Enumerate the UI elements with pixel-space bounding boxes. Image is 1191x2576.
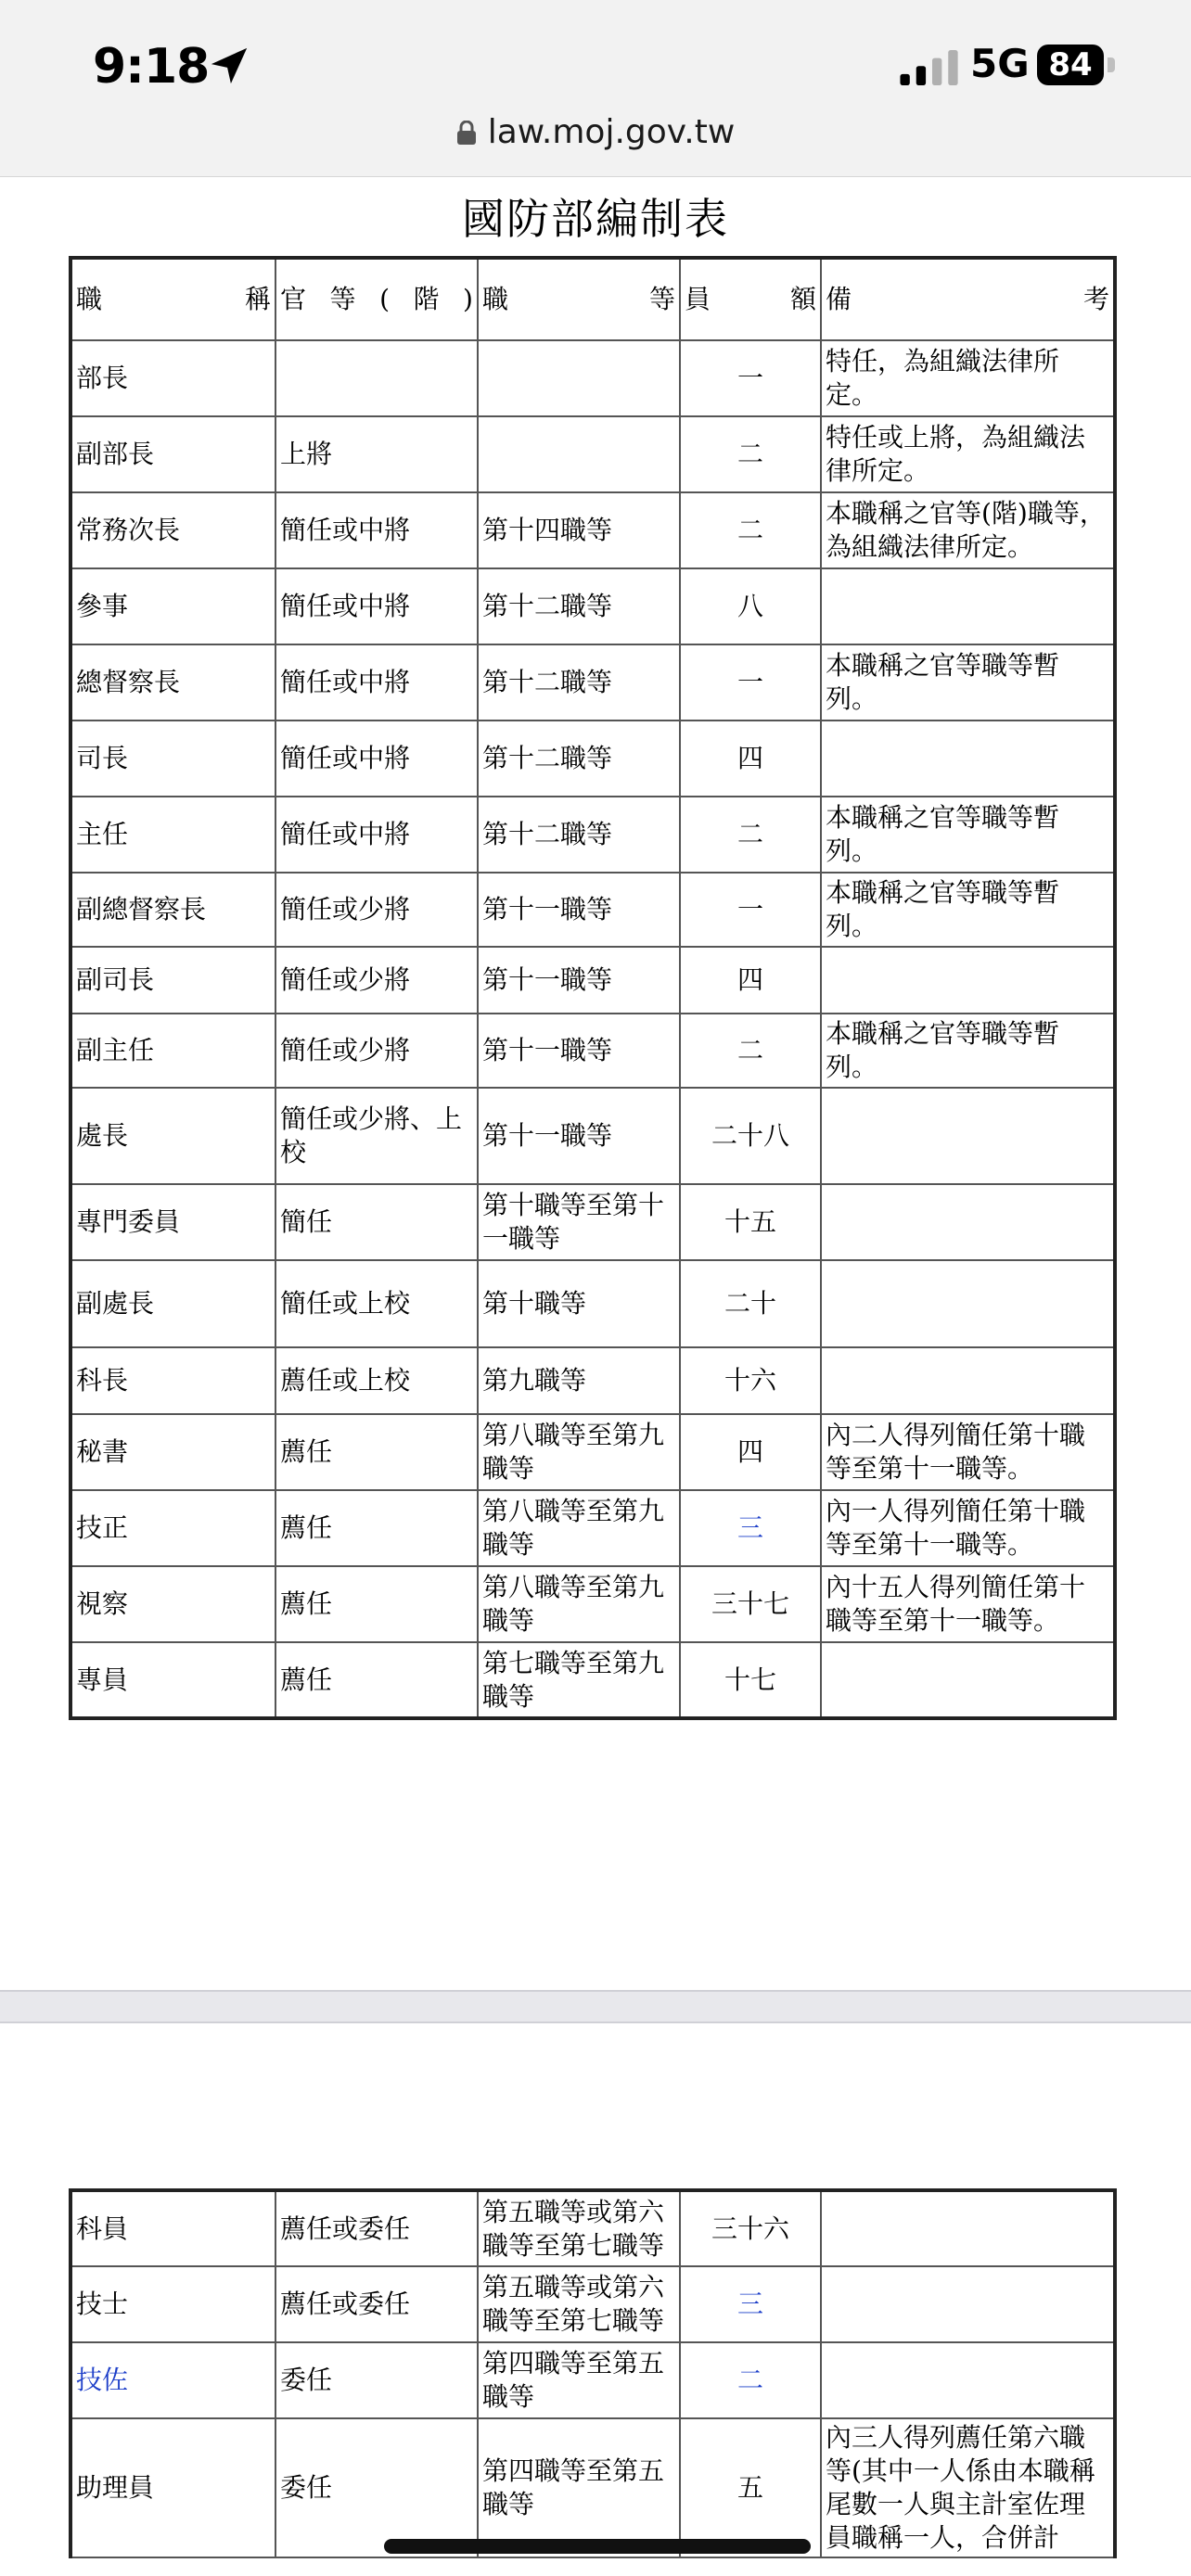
cell-title: 總督察長 (70, 644, 275, 721)
cell-grade: 第八職等至第九職等 (478, 1414, 680, 1490)
cell-title: 副司長 (70, 947, 275, 1014)
table-row (70, 2266, 1115, 2342)
cell-rank: 簡任或中將 (275, 797, 478, 873)
cell-title: 科員 (70, 2190, 275, 2266)
cell-remarks: 本職稱之官等職等暫列。 (821, 1014, 1115, 1088)
lock-icon (456, 121, 477, 145)
cell-quota: 三 (680, 2266, 821, 2342)
cell-rank: 薦任或上校 (275, 1347, 478, 1414)
cell-remarks (821, 568, 1115, 644)
table-row (70, 1566, 1115, 1642)
cell-grade: 第十一職等 (478, 1088, 680, 1184)
location-arrow-icon (208, 45, 250, 87)
cell-rank: 上將 (275, 416, 478, 492)
cell-quota: 三十六 (680, 2190, 821, 2266)
cell-quota: 二十八 (680, 1088, 821, 1184)
cell-rank: 簡任或中將 (275, 568, 478, 644)
staffing-table-page-2 (69, 2188, 1117, 2558)
table-row (70, 1347, 1115, 1414)
cell-quota: 二 (680, 797, 821, 873)
cell-remarks (821, 1088, 1115, 1184)
cell-quota: 一 (680, 873, 821, 947)
cell-rank: 薦任 (275, 1642, 478, 1718)
cell-grade: 第十二職等 (478, 568, 680, 644)
cell-title: 技佐 (70, 2342, 275, 2418)
table-row (70, 1490, 1115, 1566)
cell-title: 助理員 (70, 2418, 275, 2557)
table-header-row (70, 258, 1115, 340)
status-bar (0, 0, 1191, 177)
cell-remarks: 內一人得列簡任第十職等至第十一職等。 (821, 1490, 1115, 1566)
table-row (70, 1414, 1115, 1490)
cell-title: 專員 (70, 1642, 275, 1718)
table-row (70, 2190, 1115, 2266)
cell-remarks: 本職稱之官等職等暫列。 (821, 644, 1115, 721)
table-row (70, 1088, 1115, 1184)
cell-title: 參事 (70, 568, 275, 644)
cell-grade: 第十職等 (478, 1260, 680, 1347)
cell-rank: 簡任或少將 (275, 947, 478, 1014)
cell-grade: 第四職等至第五職等 (478, 2418, 680, 2557)
cell-title: 部長 (70, 340, 275, 416)
table-row (70, 721, 1115, 797)
table-row (70, 2342, 1115, 2418)
cell-remarks (821, 1260, 1115, 1347)
battery-icon (1037, 45, 1117, 85)
cell-quota: 八 (680, 568, 821, 644)
cell-rank: 簡任或中將 (275, 721, 478, 797)
cellular-signal-icon (900, 50, 965, 85)
table-row (70, 797, 1115, 873)
cell-grade: 第十二職等 (478, 797, 680, 873)
cell-quota: 四 (680, 721, 821, 797)
cell-grade: 第十二職等 (478, 721, 680, 797)
cell-rank: 簡任 (275, 1184, 478, 1260)
cell-grade: 第十職等至第十一職等 (478, 1184, 680, 1260)
home-indicator (384, 2539, 811, 2554)
cell-title: 技士 (70, 2266, 275, 2342)
battery-level: 84 (1037, 45, 1104, 85)
cell-quota: 三 (680, 1490, 821, 1566)
cell-title: 專門委員 (70, 1184, 275, 1260)
cell-rank: 簡任或少將 (275, 873, 478, 947)
cell-remarks: 內十五人得列簡任第十職等至第十一職等。 (821, 1566, 1115, 1642)
document-title: 國防部編制表 (462, 194, 729, 244)
cell-rank: 簡任或少將 (275, 1014, 478, 1088)
cell-rank: 簡任或中將 (275, 644, 478, 721)
cell-grade: 第十一職等 (478, 1014, 680, 1088)
cell-quota: 十五 (680, 1184, 821, 1260)
cell-title: 副處長 (70, 1260, 275, 1347)
cell-remarks: 本職稱之官等職等暫列。 (821, 797, 1115, 873)
cell-grade: 第五職等或第六職等至第七職等 (478, 2266, 680, 2342)
table-row (70, 416, 1115, 492)
cell-quota: 四 (680, 1414, 821, 1490)
cell-quota: 二 (680, 492, 821, 568)
cell-rank: 薦任 (275, 1490, 478, 1566)
table-row (70, 644, 1115, 721)
cell-title: 秘書 (70, 1414, 275, 1490)
cell-grade: 第五職等或第六職等至第七職等 (478, 2190, 680, 2266)
cell-title: 科長 (70, 1347, 275, 1414)
cell-quota: 十六 (680, 1347, 821, 1414)
cell-title: 副總督察長 (70, 873, 275, 947)
cell-rank: 委任 (275, 2418, 478, 2557)
cell-remarks: 特任，為組織法律所定。 (821, 340, 1115, 416)
cell-remarks (821, 1642, 1115, 1718)
cell-quota: 一 (680, 340, 821, 416)
cell-title: 副部長 (70, 416, 275, 492)
cell-rank: 簡任或少將、上校 (275, 1088, 478, 1184)
cell-title: 主任 (70, 797, 275, 873)
cell-remarks: 本職稱之官等(階)職等，為組織法律所定。 (821, 492, 1115, 568)
url-text: law.moj.gov.tw (487, 113, 736, 151)
cell-grade: 第八職等至第九職等 (478, 1566, 680, 1642)
cell-quota: 二 (680, 2342, 821, 2418)
cell-grade: 第十一職等 (478, 947, 680, 1014)
cell-grade (478, 340, 680, 416)
table-row (70, 1014, 1115, 1088)
table-row (70, 2418, 1115, 2557)
header-grade: 職 等 (478, 258, 680, 340)
cell-remarks (821, 1347, 1115, 1414)
cell-quota: 十七 (680, 1642, 821, 1718)
cell-remarks: 本職稱之官等職等暫列。 (821, 873, 1115, 947)
cell-title: 技正 (70, 1490, 275, 1566)
cell-remarks (821, 947, 1115, 1014)
cell-grade: 第十二職等 (478, 644, 680, 721)
cell-title: 副主任 (70, 1014, 275, 1088)
table-row (70, 873, 1115, 947)
cell-grade: 第四職等至第五職等 (478, 2342, 680, 2418)
cell-rank: 薦任或委任 (275, 2190, 478, 2266)
cell-rank (275, 340, 478, 416)
table-row (70, 1184, 1115, 1260)
header-remarks: 備 考 (821, 258, 1115, 340)
staffing-table-page-1 (69, 256, 1117, 1720)
header-rank: 官 等 ( 階 ) (275, 258, 478, 340)
cell-quota: 二 (680, 1014, 821, 1088)
table-row (70, 1642, 1115, 1718)
table-row (70, 568, 1115, 644)
address-bar[interactable] (0, 113, 1191, 151)
cell-grade: 第十四職等 (478, 492, 680, 568)
cell-quota: 二十 (680, 1260, 821, 1347)
cell-grade: 第八職等至第九職等 (478, 1490, 680, 1566)
cell-remarks (821, 2266, 1115, 2342)
table-row (70, 1260, 1115, 1347)
cell-grade: 第七職等至第九職等 (478, 1642, 680, 1718)
cell-title: 司長 (70, 721, 275, 797)
clock-time: 9:18 (93, 39, 210, 95)
cell-remarks (821, 2190, 1115, 2266)
table-row (70, 492, 1115, 568)
cell-remarks (821, 1184, 1115, 1260)
cell-remarks (821, 2342, 1115, 2418)
cell-rank: 薦任 (275, 1414, 478, 1490)
cell-grade: 第十一職等 (478, 873, 680, 947)
table-row (70, 340, 1115, 416)
header-title: 職 稱 (70, 258, 275, 340)
cell-rank: 簡任或上校 (275, 1260, 478, 1347)
page-separator (0, 1990, 1191, 2023)
cell-quota: 一 (680, 644, 821, 721)
cell-quota: 四 (680, 947, 821, 1014)
cell-title: 處長 (70, 1088, 275, 1184)
cell-rank: 薦任或委任 (275, 2266, 478, 2342)
cell-rank: 薦任 (275, 1566, 478, 1642)
cell-rank: 委任 (275, 2342, 478, 2418)
cell-remarks (821, 721, 1115, 797)
cell-rank: 簡任或中將 (275, 492, 478, 568)
cell-quota: 五 (680, 2418, 821, 2557)
cell-grade: 第九職等 (478, 1347, 680, 1414)
cell-remarks: 內三人得列薦任第六職等(其中一人係由本職稱尾數一人與主計室佐理員職稱一人，合併計 (821, 2418, 1115, 2557)
cell-title: 常務次長 (70, 492, 275, 568)
cell-remarks: 內二人得列簡任第十職等至第十一職等。 (821, 1414, 1115, 1490)
table-row (70, 947, 1115, 1014)
cell-quota: 二 (680, 416, 821, 492)
cell-remarks: 特任或上將，為組織法律所定。 (821, 416, 1115, 492)
battery-tip (1108, 57, 1115, 72)
network-type: 5G (970, 41, 1030, 86)
header-quota: 員 額 (680, 258, 821, 340)
cell-quota: 三十七 (680, 1566, 821, 1642)
cell-title: 視察 (70, 1566, 275, 1642)
cell-grade (478, 416, 680, 492)
